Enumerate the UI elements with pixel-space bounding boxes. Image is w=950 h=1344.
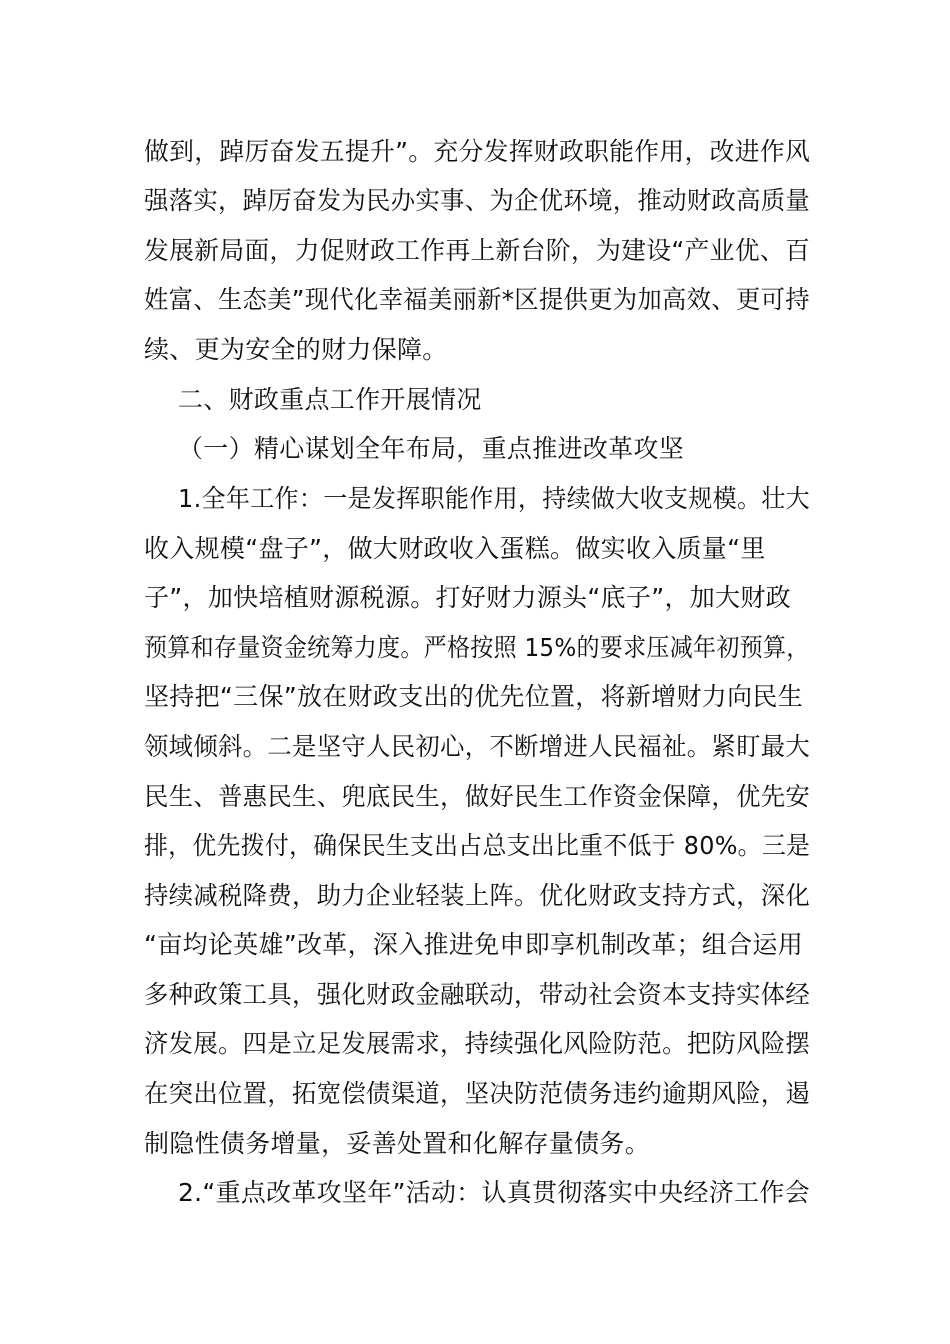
- body-text-line: “亩均论英雄”改革，深入推进免申即享机制改革；组合运用: [144, 930, 804, 959]
- body-text-line: 2.“重点改革攻坚年”活动：认真贯彻落实中央经济工作会: [178, 1178, 810, 1207]
- body-text-line: 姓富、生态美”现代化幸福美丽新*区提供更为加高效、更可持: [144, 285, 810, 314]
- body-text-line: 民生、普惠民生、兜底民生，做好民生工作资金保障，优先安: [144, 782, 811, 811]
- body-text-line: 强落实，踔厉奋发为民办实事、为企优环境，推动财政高质量: [144, 186, 811, 215]
- body-text-line: 坚持把“三保”放在财政支出的优先位置，将新增财力向民生: [144, 682, 804, 711]
- body-text-line: 领域倾斜。二是坚守人民初心，不断增进人民福祉。紧盯最大: [144, 732, 811, 761]
- body-text-line: 发展新局面，力促财政工作再上新台阶，为建设“产业优、百: [144, 236, 811, 265]
- body-text-line: 做到，踔厉奋发五提升”。充分发挥财政职能作用，改进作风: [144, 137, 811, 166]
- subsection-heading: （一）精心谋划全年布局，重点推进改革攻坚: [178, 434, 685, 463]
- body-text-line: 制隐性债务增量，妥善处置和化解存量债务。: [144, 1129, 651, 1158]
- body-text-line: 子”，加快培植财源税源。打好财力源头“底子”，加大财政: [144, 583, 791, 612]
- body-text-line: 预算和存量资金统筹力度。严格按照 15%的要求压减年初预算，: [144, 633, 810, 662]
- body-text-line: 排，优先拨付，确保民生支出占总支出比重不低于 80%。三是: [144, 831, 811, 860]
- body-text-line: 持续减税降费，助力企业轻装上阵。优化财政支持方式，深化: [144, 881, 811, 910]
- body-text-line: 济发展。四是立足发展需求，持续强化风险防范。把防风险摆: [144, 1029, 811, 1058]
- body-text-line: 在突出位置，拓宽偿债渠道，坚决防范债务违约逾期风险，遏: [144, 1079, 811, 1108]
- body-text-line: 多种政策工具，强化财政金融联动，带动社会资本支持实体经: [144, 980, 811, 1009]
- section-heading: 二、财政重点工作开展情况: [178, 385, 482, 414]
- body-text-line: 续、更为安全的财力保障。: [144, 335, 448, 364]
- body-text-line: 收入规模“盘子”，做大财政收入蛋糕。做实收入质量“里: [144, 534, 766, 563]
- body-text-line: 1.全年工作：一是发挥职能作用，持续做大收支规模。壮大: [178, 484, 810, 513]
